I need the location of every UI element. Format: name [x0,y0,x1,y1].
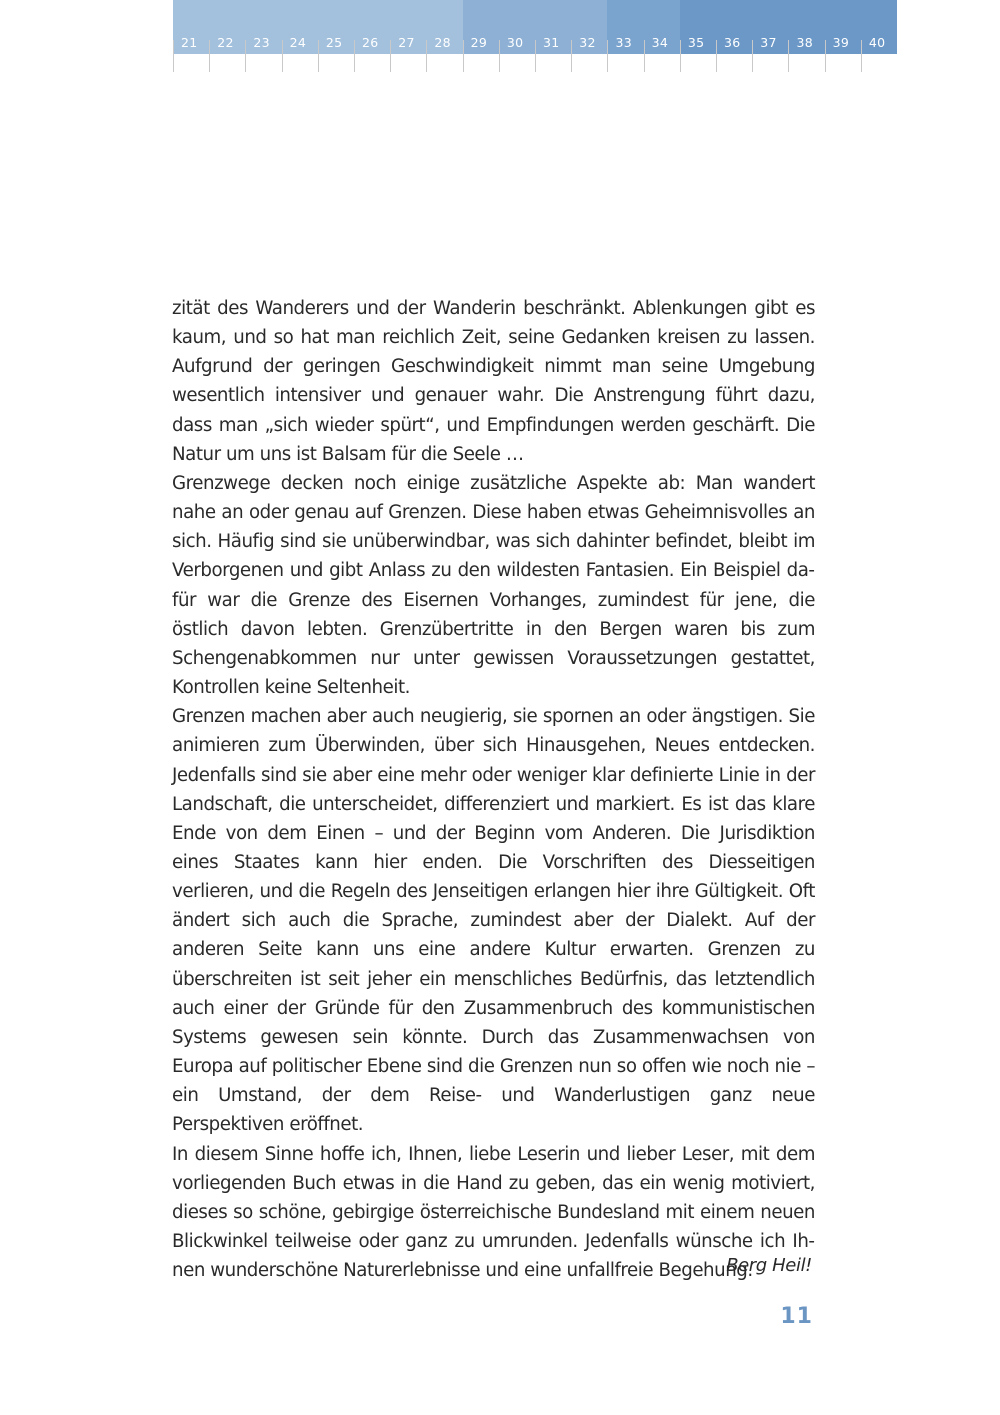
tab-divider [825,40,826,72]
chapter-tab-label: 26 [362,35,379,50]
chapter-tab[interactable] [680,0,716,54]
chapter-tab[interactable] [318,0,354,54]
chapter-tab[interactable] [644,0,680,54]
tab-divider [607,40,608,72]
tab-divider [463,40,464,72]
chapter-tab-label: 25 [325,35,343,50]
chapter-tab-label: 30 [506,35,524,50]
chapter-tab-label: 36 [724,35,741,50]
chapter-tab[interactable] [463,0,499,54]
tab-divider [680,40,681,72]
tab-divider [209,40,210,72]
tab-divider [354,40,355,72]
chapter-tab[interactable] [282,0,318,54]
tab-divider [282,40,283,72]
chapter-tab[interactable] [354,0,390,54]
tab-divider [390,40,391,72]
tab-divider [426,40,427,72]
chapter-tab-label: 32 [579,35,596,50]
paragraph: Grenzen machen aber auch neugierig, sie spornen an oder ängstigen. Sie animieren zum Überwinden, über sich Hinausgehen, Neues entdecken. Jedenfalls sind sie aber eine mehr oder weniger klar definierte Linie in der Landschaft, die unterscheidet, differenziert und markiert. Es ist das klare Ende von dem Einen – und der Beginn vom Anderen. Die Jurisdiktion eines Staates kann hier enden. Die Vorschriften des Diesseitigen verlieren, und die Regeln des Jenseitigen erlangen hier ihre Gültigkeit. Oft ändert sich auch die Sprache, zumindest aber der Dialekt. Auf der anderen Seite kann uns eine andere Kultur erwarten. Grenzen zu überschreiten ist seit jeher ein menschliches Bedürfnis, das letztendlich auch einer der Gründe für den Zusammenbruch des kommunistischen Systems gewesen sein könnte. Durch das Zusammenwachsen von Europa auf politischer Ebene sind die Grenzen nun so offen wie noch nie – ein Umstand, der dem Reise- und Wanderlustigen ganz neue Perspektiven eröffnet. [172,706,815,1136]
chapter-tab-label: 22 [217,35,234,50]
chapter-tab-label: 38 [796,35,813,50]
chapter-tab[interactable] [390,0,426,54]
tab-divider [173,40,174,72]
chapter-tab-label: 21 [181,35,198,50]
tab-divider [499,40,500,72]
paragraph: In diesem Sinne hoffe ich, Ihnen, liebe Leserin und lieber Leser, mit dem vorliegenden Buch etwas in die Hand zu geben, das ein wenig motiviert, dieses so schöne, gebirgige österreichische Bundesland mit einem neuen Blickwinkel teilweise oder ganz zu umrunden. Jedenfalls wünsche ich Ihnen wunderschöne Naturerlebnisse und eine unfallfreie Begehung. [172,1143,815,1282]
chapter-tab[interactable] [607,0,643,54]
chapter-tab-label: 37 [760,35,777,50]
chapter-tab[interactable] [245,0,281,54]
chapter-tab[interactable] [571,0,607,54]
chapter-tab-label: 35 [687,35,705,50]
chapter-tab[interactable] [426,0,462,54]
chapter-tab-label: 24 [289,35,307,50]
chapter-tab-label: 27 [398,35,415,50]
tab-divider [788,40,789,72]
chapter-tab[interactable] [173,0,209,54]
chapter-tab[interactable] [825,0,861,54]
chapter-tab-label: 28 [434,35,451,50]
tab-divider [716,40,717,72]
tab-divider [644,40,645,72]
chapter-tab-label: 33 [615,35,632,50]
chapter-tab[interactable] [861,0,897,54]
paragraph: zität des Wanderers und der Wanderin beschränkt. Ablenkungen gibt es kaum, und so hat man reichlich Zeit, seine Gedanken kreisen zu lassen. Aufgrund der geringen Geschwindigkeit nimmt man seine Umgebung wesentlich intensiver und genauer wahr. Die Anstrengung führt dazu, dass man „sich wieder spürt“, und Empfindungen werden geschärft. Die Natur um uns ist Balsam für die Seele … [172,298,815,465]
chapter-tab[interactable] [499,0,535,54]
chapter-tab-label: 34 [651,35,669,50]
chapter-tab-label: 31 [543,35,560,50]
tab-divider [571,40,572,72]
chapter-tab[interactable] [209,0,245,54]
tab-divider [861,40,862,72]
chapter-tab-label: 39 [832,35,850,50]
chapter-index-bar [173,0,897,54]
chapter-tab-label: 40 [868,35,886,50]
tab-divider [752,40,753,72]
chapter-tab[interactable] [716,0,752,54]
tab-divider [535,40,536,72]
tab-divider [318,40,319,72]
chapter-tab[interactable] [788,0,824,54]
page-number: 11 [780,1304,813,1329]
chapter-tab-label: 29 [470,35,488,50]
signature: Berg Heil! [726,1255,812,1276]
chapter-tab[interactable] [535,0,571,54]
paragraph: Grenzwege decken noch einige zusätzliche Aspekte ab: Man wandert nahe an oder genau auf Grenzen. Diese haben etwas Geheimnisvolles an sich. Häufig sind sie unüberwindbar, was sich dahinter befindet, bleibt im Verborgenen und gibt Anlass zu den wildesten Fantasien. Ein Beispiel dafür war die Grenze des Eisernen Vorhanges, zumindest für jene, die östlich davon lebten. Grenzübertritte in den Bergen waren bis zum Schengenabkommen nur unter gewissen Voraussetzungen gestattet, Kontrollen keine Seltenheit. [172,472,815,699]
chapter-tab[interactable] [752,0,788,54]
chapter-tab-label: 23 [253,35,270,50]
tab-divider [245,40,246,72]
body-text [172,294,815,1285]
